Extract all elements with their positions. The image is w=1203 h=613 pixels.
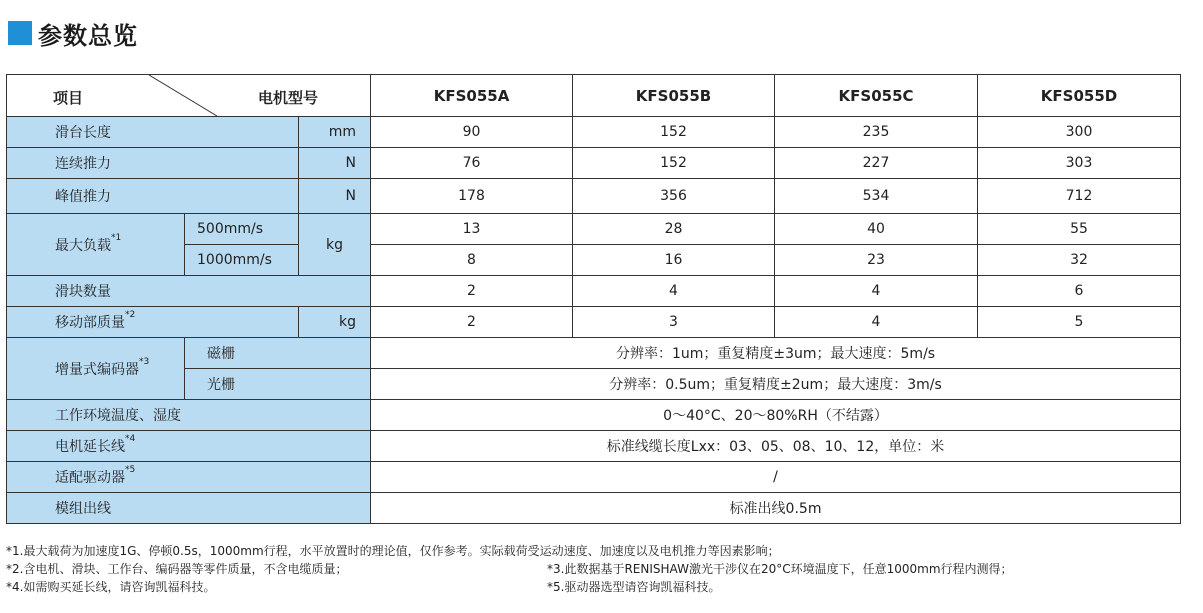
row-unit: kg [299, 214, 371, 276]
table-row [7, 179, 1181, 214]
table-row [7, 493, 1181, 524]
row-label: 滑块数量 [7, 276, 371, 307]
speed-label: 1000mm/s [185, 245, 299, 276]
table-header-row [7, 75, 1181, 117]
table-cell: 2 [371, 307, 573, 338]
footnote-4: *4.如需购买延长线，请咨询凯福科技。 [6, 580, 216, 594]
table-cell: 13 [371, 214, 573, 245]
model-header: KFS055A [371, 75, 573, 117]
row-unit: N [299, 179, 371, 214]
table-cell: 356 [573, 179, 775, 214]
table-cell-merged: 分辨率：0.5um；重复精度±2um；最大速度：3m/s [371, 369, 1181, 400]
encoder-type: 光栅 [185, 369, 371, 400]
footnote-1: *1.最大载荷为加速度1G、停顿0.5s，1000mm行程，水平放置时的理论值，仅作参考。实际载荷受运动速度、加速度以及电机推力等因素影响； [6, 544, 780, 558]
footnote-ref: *1 [111, 232, 122, 243]
table-cell-merged: 分辨率：1um；重复精度±3um；最大速度：5m/s [371, 338, 1181, 369]
table-row [7, 276, 1181, 307]
section-title [8, 16, 138, 50]
table-row [7, 307, 1181, 338]
model-header: KFS055C [775, 75, 978, 117]
table-cell: 712 [978, 179, 1181, 214]
table-cell: 4 [573, 276, 775, 307]
row-label: 适配驱动器 [55, 470, 125, 486]
table-row [7, 462, 1181, 493]
row-label: 模组出线 [7, 493, 371, 524]
table-cell: 40 [775, 214, 978, 245]
table-row [7, 148, 1181, 179]
table-cell: 235 [775, 117, 978, 148]
row-label: 滑台长度 [7, 117, 299, 148]
table-cell: 227 [775, 148, 978, 179]
table-row [7, 214, 1181, 245]
table-cell-merged: 0～40°C、20～80%RH（不结露） [371, 400, 1181, 431]
row-label-moving-mass [7, 307, 299, 338]
row-label-encoder [7, 338, 185, 400]
table-cell: 152 [573, 148, 775, 179]
table-cell: 5 [978, 307, 1181, 338]
table-cell: 534 [775, 179, 978, 214]
table-cell: 3 [573, 307, 775, 338]
row-label: 增量式编码器 [55, 361, 139, 378]
row-label-ext-cable [7, 431, 371, 462]
footnote-ref: *4 [125, 434, 136, 444]
row-unit: N [299, 148, 371, 179]
speed-label: 500mm/s [185, 214, 299, 245]
row-label-max-load [7, 214, 185, 276]
table-row [7, 338, 1181, 369]
row-unit: kg [299, 307, 371, 338]
footnote-2: *2.含电机、滑块、工作台、编码器等零件质量，不含电缆质量； [6, 562, 348, 576]
footnote-5: *5.驱动器选型请咨询凯福科技。 [547, 580, 721, 594]
row-label: 工作环境温度、湿度 [7, 400, 371, 431]
table-cell: 55 [978, 214, 1181, 245]
spec-table [6, 74, 1181, 524]
corner-left-label: 项目 [53, 89, 84, 107]
model-header: KFS055B [573, 75, 775, 117]
row-label: 峰值推力 [7, 179, 299, 214]
table-row [7, 117, 1181, 148]
table-cell: 76 [371, 148, 573, 179]
row-label: 移动部质量 [55, 315, 125, 331]
table-cell-merged: / [371, 462, 1181, 493]
table-cell: 6 [978, 276, 1181, 307]
table-cell: 4 [775, 276, 978, 307]
row-label: 电机延长线 [55, 439, 125, 455]
footnote-ref: *5 [125, 465, 136, 475]
table-cell: 300 [978, 117, 1181, 148]
row-label: 连续推力 [7, 148, 299, 179]
title-accent-square [8, 21, 32, 45]
table-cell: 303 [978, 148, 1181, 179]
table-cell: 16 [573, 245, 775, 276]
table-cell: 2 [371, 276, 573, 307]
row-unit: mm [299, 117, 371, 148]
table-row [7, 431, 1181, 462]
table-row [7, 400, 1181, 431]
table-cell: 8 [371, 245, 573, 276]
corner-right-label: 电机型号 [258, 89, 319, 107]
table-cell: 178 [371, 179, 573, 214]
row-label: 最大负载 [55, 237, 111, 254]
model-header: KFS055D [978, 75, 1181, 117]
footnote-ref: *2 [125, 310, 136, 320]
table-cell-merged: 标准出线0.5m [371, 493, 1181, 524]
corner-cell [7, 75, 371, 117]
table-cell: 32 [978, 245, 1181, 276]
table-cell: 152 [573, 117, 775, 148]
page-title: 参数总览 [38, 21, 138, 50]
table-cell: 90 [371, 117, 573, 148]
table-cell: 4 [775, 307, 978, 338]
table-cell: 23 [775, 245, 978, 276]
encoder-type: 磁栅 [185, 338, 371, 369]
table-cell-merged: 标准线缆长度Lxx：03、05、08、10、12，单位：米 [371, 431, 1181, 462]
footnote-3: *3.此数据基于RENISHAW激光干涉仪在20°C环境温度下，任意1000mm行程内测得； [547, 562, 1013, 576]
footnote-ref: *3 [139, 356, 150, 367]
footnotes [6, 542, 1196, 596]
table-cell: 28 [573, 214, 775, 245]
row-label-driver [7, 462, 371, 493]
